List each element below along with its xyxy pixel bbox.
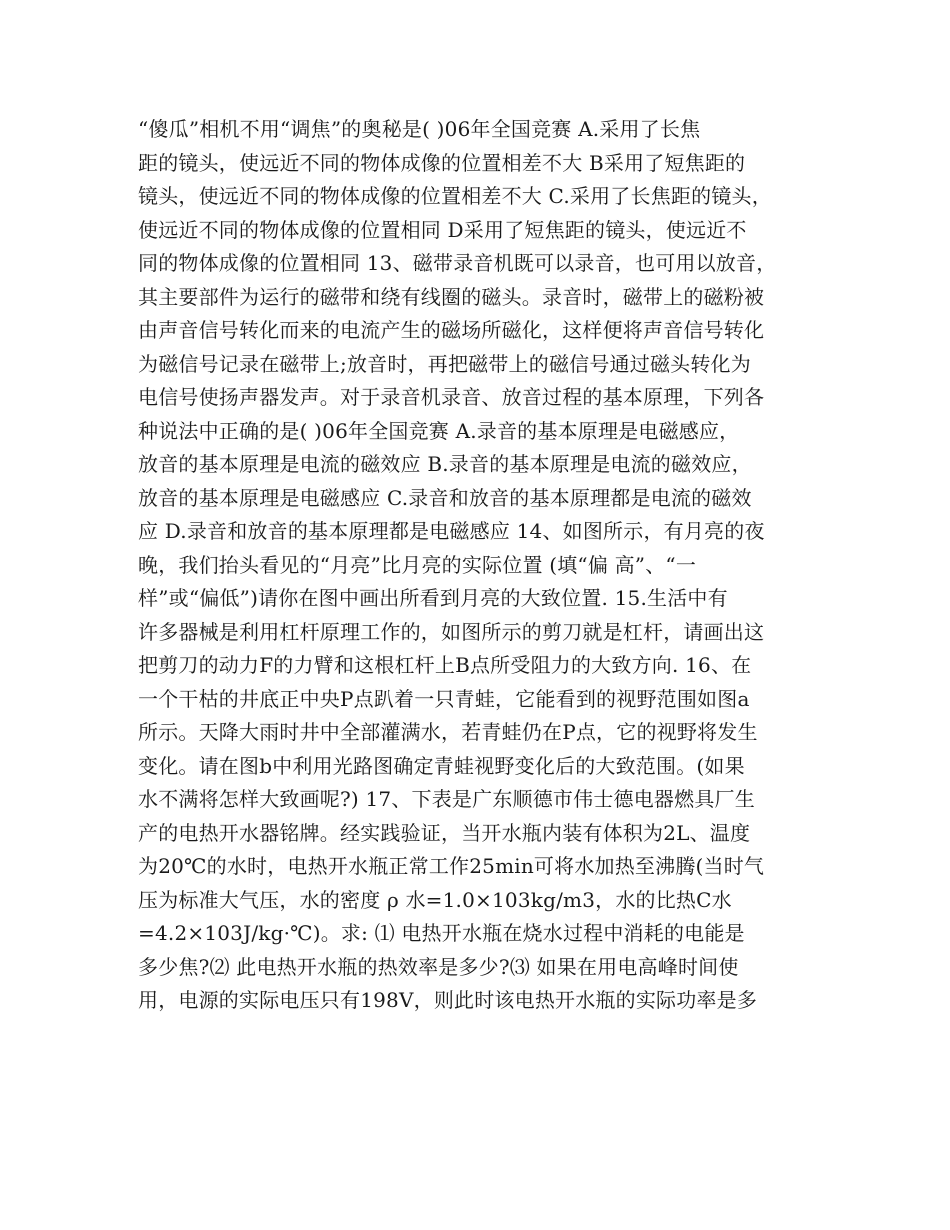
text-line-27: 用，电源的实际电压只有198V，则此时该电热开水瓶的实际功率是多 [138,988,758,1012]
text-line-14: 晚，我们抬头看见的“月亮”比月亮的实际位置 (填“偏 高”、“一 [138,552,697,577]
text-line-11: 放音的基本原理是电流的磁效应 B.录音的基本原理是电流的磁效应， [138,452,752,476]
text-line-1: “傻瓜”相机不用“调焦”的奥秘是( )06年全国竞赛 A.采用了长焦 [138,117,701,141]
text-line-26: 多少焦?⑵ 此电热开水瓶的热效率是多少?⑶ 如果在用电高峰时间使 [138,954,739,979]
document-text-block [138,113,818,1018]
text-line-22: 产的电热开水器铭牌。经实践验证，当开水瓶内装有体积为2L、温度 [138,820,751,845]
text-line-16: 许多器械是利用杠杆原理工作的，如图所示的剪刀就是杠杆，请画出这 [138,619,765,644]
text-line-7: 由声音信号转化而来的电流产生的磁场所磁化，这样便将声音信号转化 [138,318,765,342]
text-line-24: 压为标准大气压，水的密度 ρ 水=1.0×103kg/m3，水的比热C水 [138,887,732,912]
text-line-5: 同的物体成像的位置相同 13、磁带录音机既可以录音，也可用以放音， [138,251,777,275]
text-line-4: 使远近不同的物体成像的位置相同 D采用了短焦距的镜头，使远近不 [138,217,747,242]
text-line-12: 放音的基本原理是电磁感应 C.录音和放音的基本原理都是电流的磁效 [138,485,752,510]
text-line-23: 为20℃的水时，电热开水瓶正常工作25min可将水加热至沸腾(当时气 [138,854,765,878]
text-line-6: 其主要部件为运行的磁带和绕有线圈的磁头。录音时，磁带上的磁粉被 [138,284,765,309]
text-line-21: 水不满将怎样大致画呢?) 17、下表是广东顺德市伟士德电器燃具厂生 [138,787,755,811]
text-line-19: 所示。天降大雨时井中全部灌满水，若青蛙仍在P点，它的视野将发生 [138,720,758,744]
text-line-8: 为磁信号记录在磁带上;放音时，再把磁带上的磁信号通过磁头转化为 [138,351,751,376]
text-line-9: 电信号使扬声器发声。对于录音机录音、放音过程的基本原理，下列各 [138,385,765,409]
text-line-2: 距的镜头，使远近不同的物体成像的位置相差不大 B采用了短焦距的 [138,150,746,175]
text-line-20: 变化。请在图b中利用光路图确定青蛙视野变化后的大致范围。(如果 [138,753,745,778]
text-line-25: =4.2×103J/kg·℃)。求: ⑴ 电热开水瓶在烧水过程中消耗的电能是 [138,921,745,945]
text-line-13: 应 D.录音和放音的基本原理都是电磁感应 14、如图所示，有月亮的夜 [138,519,765,543]
text-line-15: 样”或“偏低”)请你在图中画出所看到月亮的大致位置. 15.生活中有 [138,586,728,610]
text-line-10: 种说法中正确的是( )06年全国竞赛 A.录音的基本原理是电磁感应， [138,418,740,443]
text-line-18: 一个干枯的井底正中央P点趴着一只青蛙，它能看到的视野范围如图a [138,686,750,711]
text-line-17: 把剪刀的动力F的力臂和这根杠杆上B点所受阻力的大致方向. 16、在 [138,653,752,677]
text-line-3: 镜头，使远近不同的物体成像的位置相差不大 C.采用了长焦距的镜头， [138,184,772,208]
